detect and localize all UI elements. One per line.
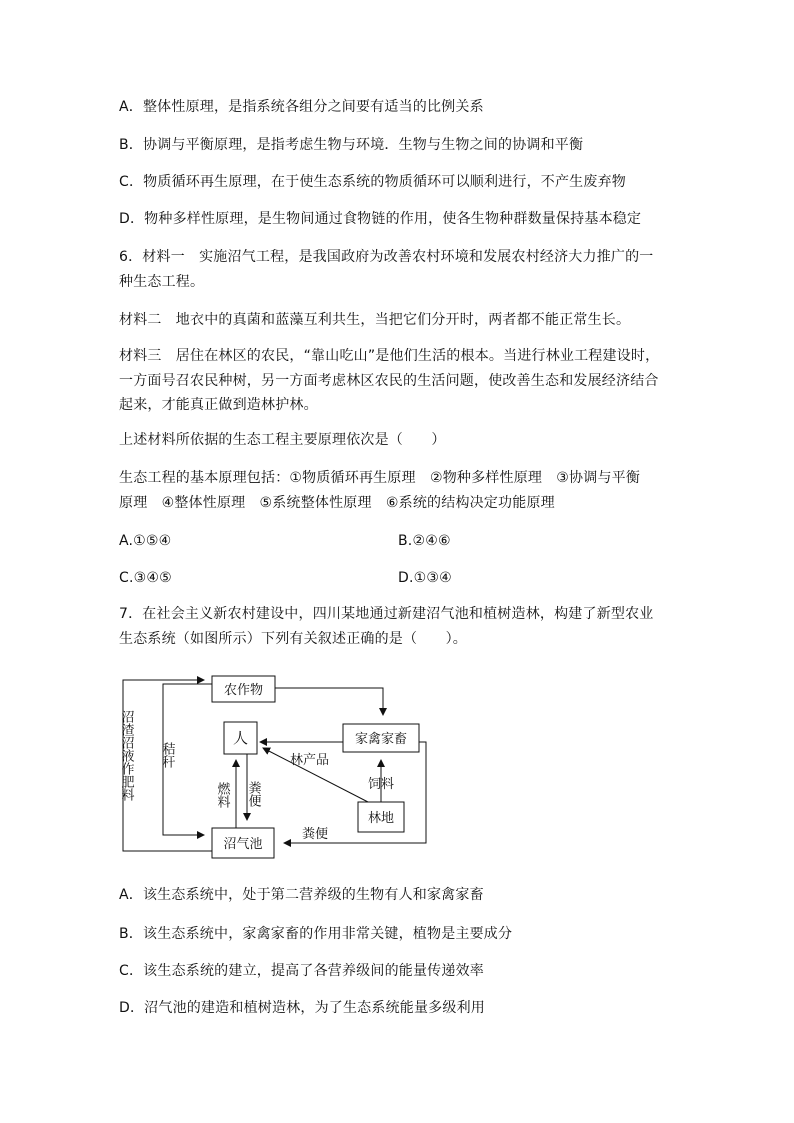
q6-option-a: A.①⑤④ [119, 533, 172, 549]
node-forest [358, 802, 404, 832]
q6-material-1-line-2: 种生态工程。 [119, 274, 205, 290]
node-livestock-label: 家禽家畜 [354, 732, 408, 747]
q6-option-d: D.①③④ [398, 570, 452, 586]
ecosystem-diagram [110, 668, 440, 864]
q6-option-b: B.②④⑥ [398, 533, 451, 549]
node-crops [212, 676, 275, 702]
q7-stem-line-2: 生态系统（如图所示）下列有关叙述正确的是（ ）。 [119, 631, 467, 647]
option-5b: B．协调与平衡原理，是指考虑生物与环境．生物与生物之间的协调和平衡 [119, 137, 584, 153]
q7-option-c: C．该生态系统的建立，提高了各营养级间的能量传递效率 [119, 963, 484, 979]
label-manure-mid: 粪便 [245, 781, 261, 807]
q6-material-3-line-2: 一方面号召农民种树，另一方面考虑林区农民的生活问题，使改善生态和发展经济结合 [119, 373, 659, 389]
label-forest-products: 林产品 [290, 753, 330, 768]
label-feed: 饲料 [368, 777, 395, 792]
q7-stem-line-1: 7．在社会主义新农村建设中，四川某地通过新建沼气池和植树造林，构建了新型农业 [119, 606, 654, 622]
arrow-crops-to-livestock [275, 688, 383, 715]
q6-question: 上述材料所依据的生态工程主要原理依次是（ ） [119, 432, 446, 448]
node-crops-label: 农作物 [223, 683, 264, 698]
q7-option-a: A．该生态系统中，处于第二营养级的生物有人和家禽家畜 [119, 887, 484, 903]
label-fuel: 燃料 [214, 782, 230, 808]
node-forest-label: 林地 [367, 811, 395, 826]
label-manure-right: 粪便 [302, 827, 329, 842]
q7-option-d: D．沼气池的建造和植树造林，为了生态系统能量多级利用 [119, 1000, 485, 1016]
q6-principles-line-2: 原理 ④整体性原理 ⑤系统整体性原理 ⑥系统的结构决定功能原理 [119, 495, 555, 511]
node-human [224, 722, 257, 754]
node-human-label: 人 [232, 729, 249, 747]
node-biogas [212, 828, 274, 858]
node-biogas-label: 沼气池 [223, 837, 263, 852]
option-5a: A．整体性原理，是指系统各组分之间要有适当的比例关系 [119, 99, 484, 115]
label-straw: 秸秆 [159, 742, 175, 768]
q6-material-3-line-3: 起来，才能真正做到造林护林。 [119, 397, 318, 413]
node-livestock [343, 724, 419, 752]
option-5c: C．物质循环再生原理，在于使生态系统的物质循环可以顺利进行，不产生废弃物 [119, 174, 626, 190]
q6-option-c: C.③④⑤ [119, 570, 172, 586]
q7-option-b: B．该生态系统中，家禽家畜的作用非常关键，植物是主要成分 [119, 926, 513, 942]
option-5d: D．物种多样性原理，是生物间通过食物链的作用，使各生物种群数量保持基本稳定 [119, 211, 642, 227]
label-residue-fertilizer: 沼渣沼液作肥料 [118, 710, 134, 801]
q6-material-3-line-1: 材料三 居住在林区的农民，“靠山吃山”是他们生活的根本。当进行林业工程建设时， [119, 348, 660, 364]
q6-principles-line-1: 生态工程的基本原理包括：①物质循环再生原理 ②物种多样性原理 ③协调与平衡 [119, 470, 641, 486]
q6-material-1-line-1: 6．材料一 实施沼气工程，是我国政府为改善农村环境和发展农村经济大力推广的一 [119, 249, 654, 265]
q6-material-2: 材料二 地衣中的真菌和蓝藻互利共生，当把它们分开时，两者都不能正常生长。 [119, 312, 631, 328]
